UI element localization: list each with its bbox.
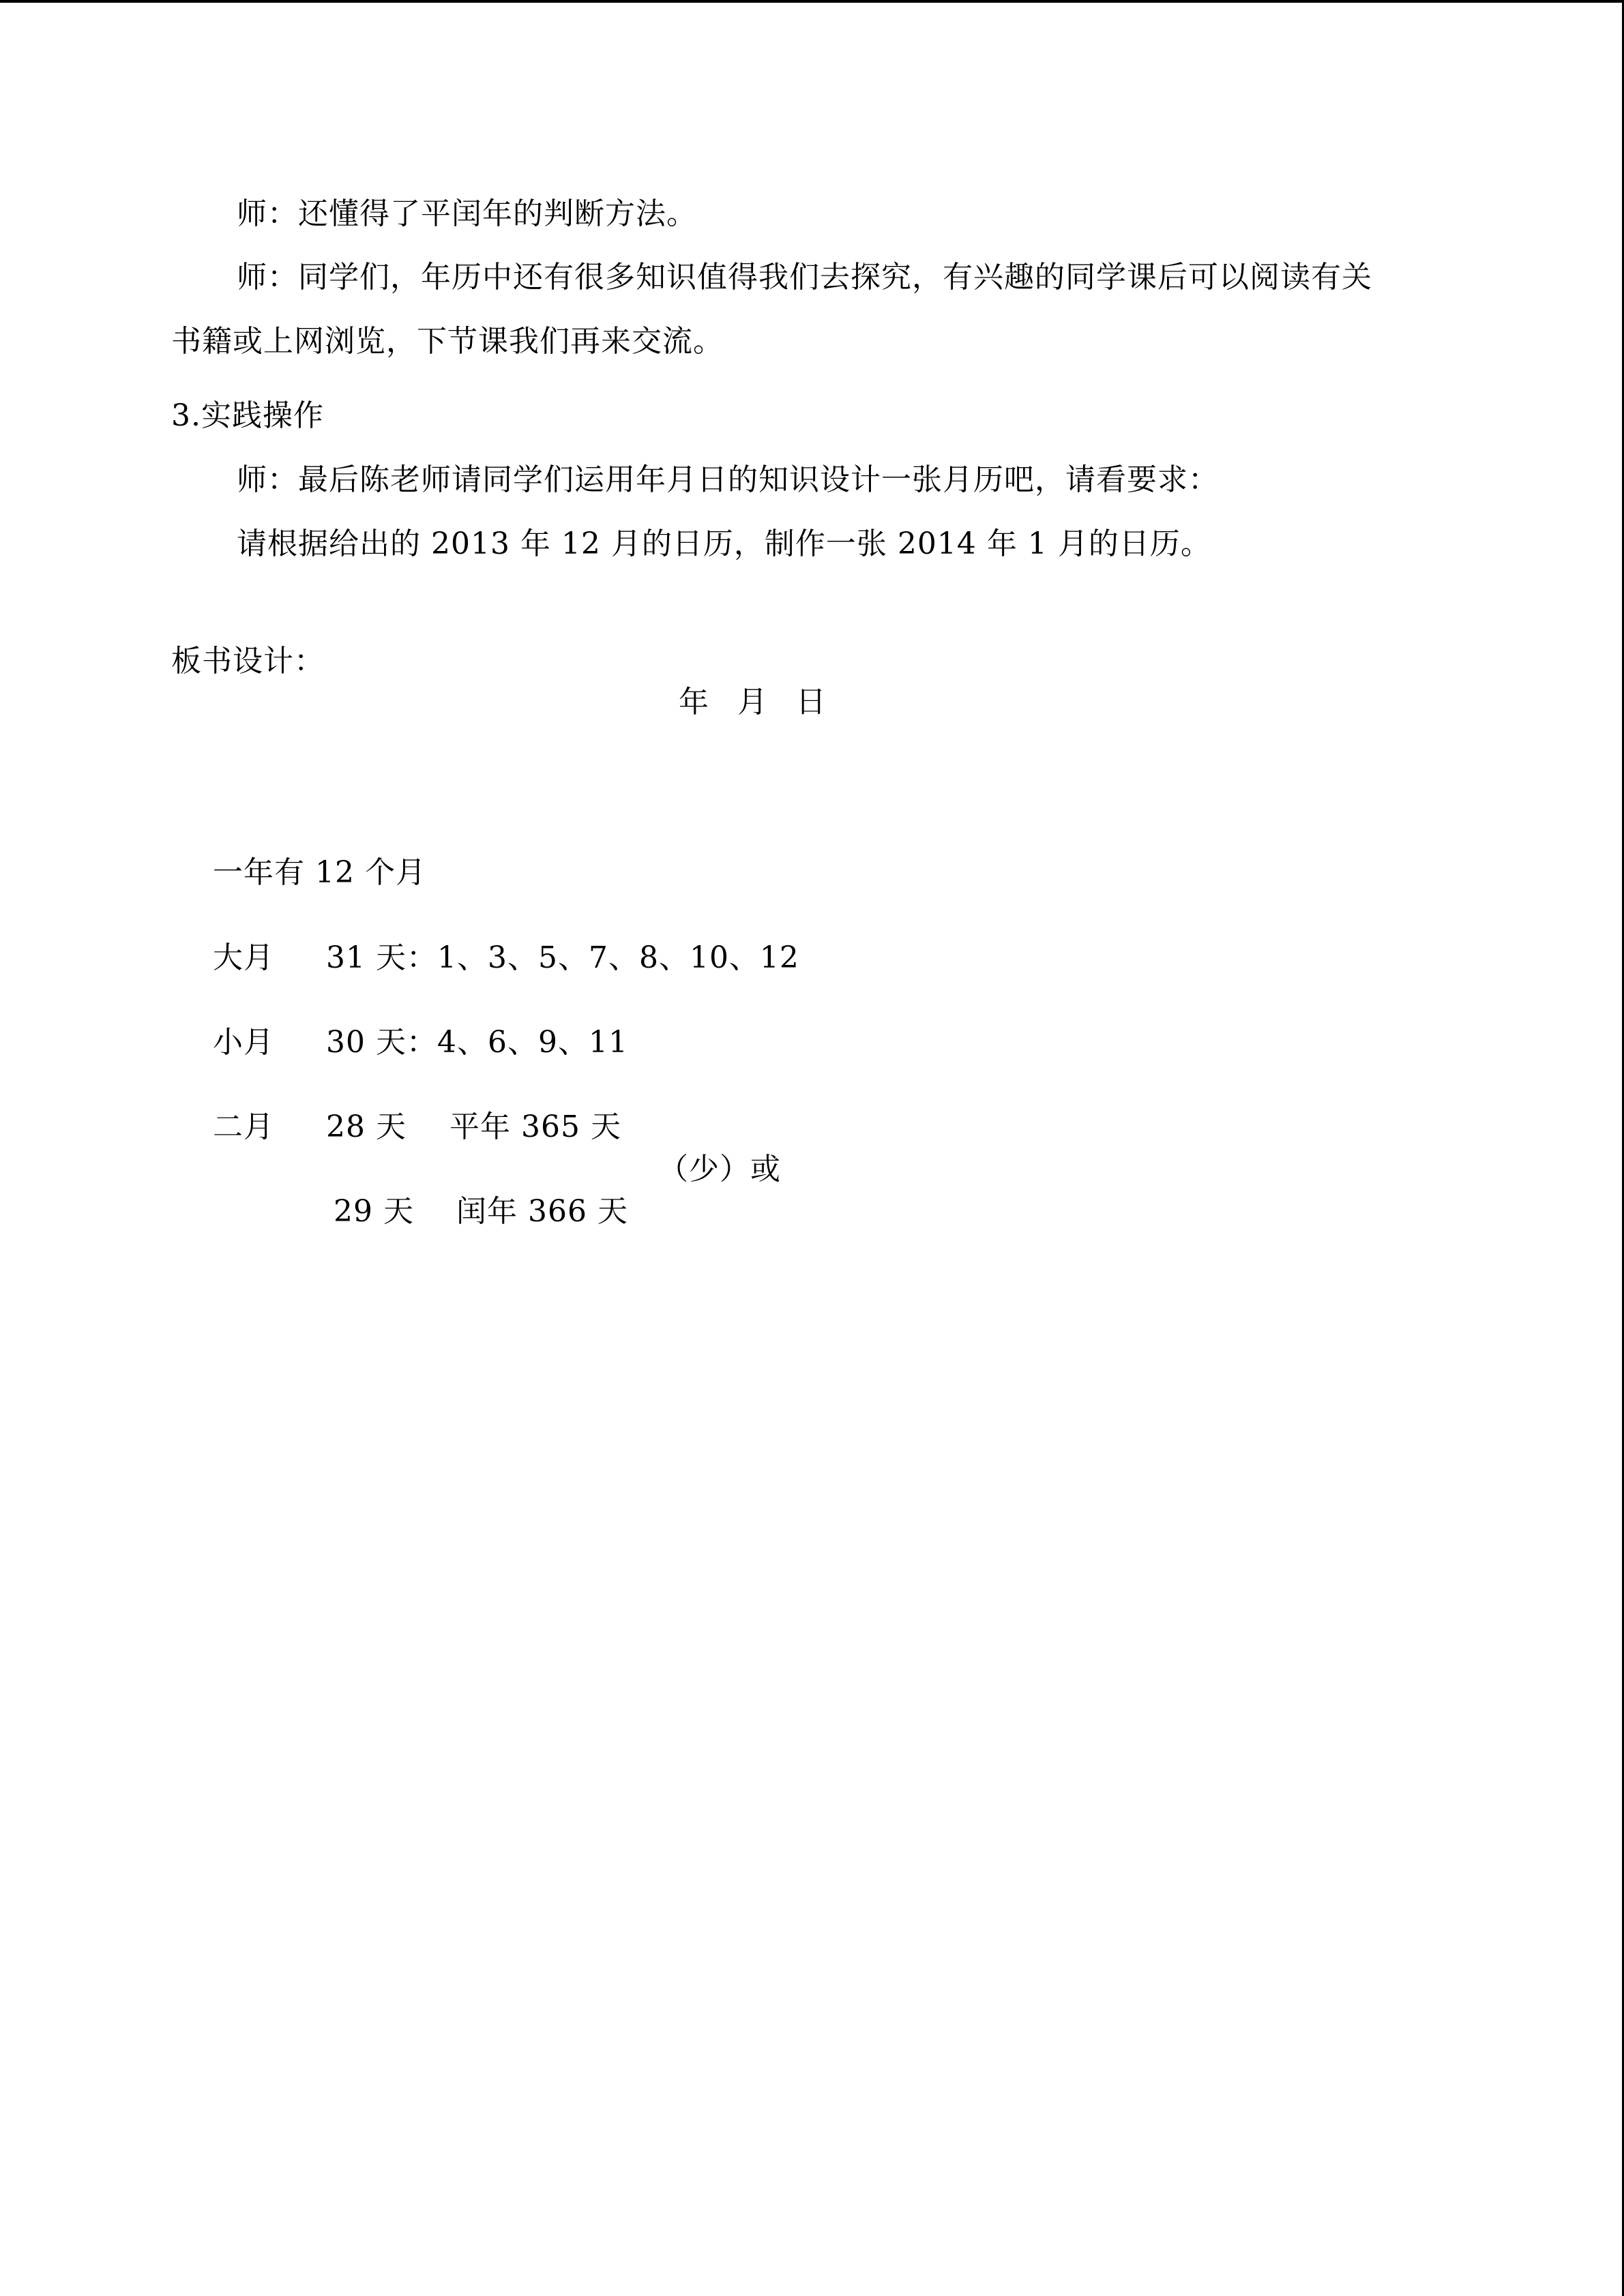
board-connector: （少）或 [658,1152,781,1187]
practice-requirement: 请根据给出的 2013 年 12 月的日历，制作一张 2014 年 1 月的日历。 [237,526,1211,561]
board-months-in-year: 一年有 12 个月 [213,855,426,890]
board-big-month-value: 31 天：1、3、5、7、8、10、12 [326,940,799,975]
board-common-year: 平年 365 天 [449,1109,621,1144]
section-title-practice: 3.实践操作 [171,398,324,433]
board-feb-label: 二月 [213,1109,274,1144]
page-top-border [0,0,1624,3]
paragraph-explore-calendar-cont: 书籍或上网浏览，下节课我们再来交流。 [171,324,724,359]
paragraph-explore-calendar: 师：同学们，年历中还有很多知识值得我们去探究，有兴趣的同学课后可以阅读有关 [237,260,1372,295]
paragraph-leap-year-method: 师：还懂得了平闰年的判断方法。 [237,196,697,231]
board-feb-28-days: 28 天 [326,1109,407,1144]
board-big-month-label: 大月 [213,940,274,975]
board-leap-year: 闰年 366 天 [456,1194,628,1229]
board-design-label: 板书设计： [171,644,325,679]
practice-instruction: 师：最后陈老师请同学们运用年月日的知识设计一张月历吧，请看要求： [237,462,1219,497]
board-small-month-value: 30 天：4、6、9、11 [326,1025,628,1060]
board-small-month-label: 小月 [213,1025,274,1060]
board-design-title: 年 月 日 [679,685,826,719]
board-feb-29-days: 29 天 [334,1194,414,1229]
